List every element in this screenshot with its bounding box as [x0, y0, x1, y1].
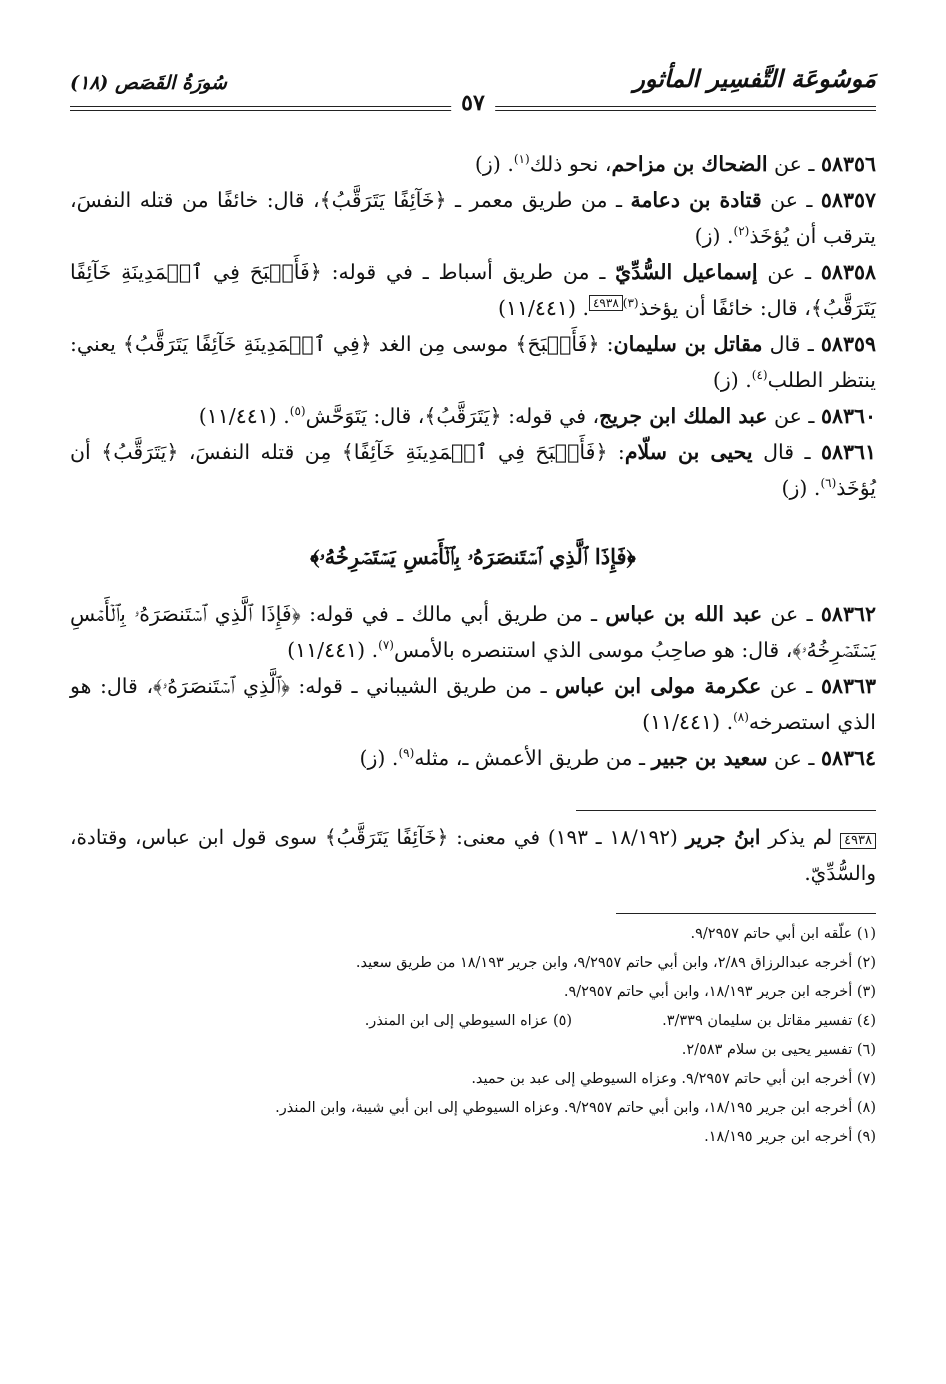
- note-author: ابنُ جرير: [685, 825, 761, 849]
- entry-text: ـ عن: [761, 188, 813, 212]
- footnote: (٢) أخرجه عبدالرزاق ٢/٨٩، وابن أبي حاتم ٩/٢٩٥٧، وابن جرير ١٨/١٩٣ من طريق سعيد.: [355, 955, 876, 971]
- entry-tail: . (ز): [781, 476, 821, 500]
- footnote-ref: (٨): [733, 710, 749, 725]
- verse-heading: ﴿فَإِذَا ٱلَّذِي ٱسۡتَنصَرَهُۥ بِٱلۡأَمۡسِ يَسۡتَصۡرِخُهُۥ﴾: [310, 544, 636, 569]
- footnotes: [70, 920, 876, 1152]
- entry-text: ـ من طريق أبي مالك ـ في قوله: ﴿فَإِذَا ٱلَّذِي ٱسۡتَنصَرَهُۥ بِٱلۡأَمۡسِ يَسۡتَصۡرِخُهُۥ﴾، قال: هو صاحِبُ موسى الذي استنصره بالأمس: [70, 602, 876, 662]
- page-number: ٥٧: [451, 90, 495, 116]
- entry-author: مقاتل بن سليمان: [613, 332, 763, 356]
- footnote: (٩) أخرجه ابن جرير ١٨/١٩٥.: [704, 1129, 876, 1145]
- footnote: (٦) تفسير يحيى بن سلام ٢/٥٨٣.: [681, 1042, 876, 1058]
- entry-text: ـ قال: [752, 440, 811, 464]
- entry-tail: . (ز): [712, 368, 752, 392]
- entry-author: قتادة بن دعامة: [630, 188, 762, 212]
- note-rule: [576, 810, 876, 811]
- entry: [70, 740, 876, 776]
- entries-block-b: [70, 596, 876, 776]
- entry-number: ٥٨٣٦١: [820, 440, 876, 464]
- book-title: مَوسُوعَة التَّفسِير المأثور: [633, 64, 876, 93]
- entry-text: ـ من طريق أسباط ـ في قوله: ﴿فَأَصۡبَحَ فِي ٱلۡمَدِينَةِ خَآئِفًا يَتَرَقَّبُ﴾، قال: خائفًا أن يؤخذ: [70, 260, 876, 320]
- footnote: (٣) أخرجه ابن جرير ١٨/١٩٣، وابن أبي حاتم ٩/٢٩٥٧.: [563, 984, 876, 1000]
- entry-author: إسماعيل السُّدِّيّ: [615, 260, 758, 284]
- footnote-ref: (٦): [820, 476, 837, 491]
- entry-number: ٥٨٣٦٠: [820, 404, 876, 428]
- entry-author: عبد الملك ابن جريج: [599, 404, 768, 428]
- entry: [70, 434, 876, 506]
- entry: [70, 254, 876, 326]
- entry-text: ـ عن: [767, 152, 815, 176]
- entry-number: ٥٨٣٦٤: [820, 746, 876, 770]
- note-rest: (١٨/١٩٢ ـ ١٩٣) في معنى: ﴿خَآئِفًا يَتَرَقَّبُ﴾ سوى قول ابن عباس، وقتادة، والسُّدِّيّ.: [70, 825, 876, 885]
- entry-number: ٥٨٣٦٢: [820, 602, 876, 626]
- entry-author: عكرمة مولى ابن عباس: [555, 674, 762, 698]
- entry-tail: . (ز): [474, 152, 514, 176]
- commentary-note: [70, 810, 876, 891]
- page: [70, 60, 876, 1384]
- comment-ref-box: ٤٩٣٨: [840, 833, 876, 849]
- entry-text: ـ عن: [761, 674, 813, 698]
- entry-number: ٥٨٣٥٩: [820, 332, 876, 356]
- footnote-pair: [70, 1007, 876, 1036]
- entry-tail: . (١١/٤٤١): [642, 710, 734, 734]
- entry: [70, 398, 876, 434]
- entry-text: : ﴿فَأَصۡبَحَ﴾ موسى مِن الغد ﴿فِي ٱلۡمَدِينَةِ خَآئِفًا يَتَرَقَّبُ﴾ يعني: ينتظر الطلب: [70, 332, 876, 392]
- page-header: [70, 60, 876, 120]
- footnote-ref: (٢): [733, 224, 750, 239]
- note-pre: لم يذكر: [760, 825, 841, 849]
- footnote-ref: (٤): [751, 368, 768, 383]
- entry-tail: . (١١/٤٤١): [497, 296, 589, 320]
- entry-number: ٥٨٣٦٣: [820, 674, 876, 698]
- entry-text: : ﴿فَأَصۡبَحَ فِي ٱلۡمَدِينَةِ خَآئِفًا﴾ مِن قتله النفسَ، ﴿يَتَرَقَّبُ﴾ أن يُؤخَذ: [70, 440, 876, 500]
- entry-author: سعيد بن جبير: [651, 746, 768, 770]
- entry-tail: . (ز): [694, 224, 734, 248]
- footnote-ref: (١): [513, 152, 530, 167]
- entry-text: ـ من طريق الشيباني ـ قوله: ﴿ٱلَّذِي ٱسۡتَنصَرَهُۥ﴾، قال: هو الذي استصرخه: [70, 674, 876, 734]
- entry-text: ـ من طريق معمر ـ ﴿خَآئِفًا يَتَرَقَّبُ﴾، قال: خائفًا من قتله النفسَ، يترقب أن يُؤخَذ: [70, 188, 876, 248]
- entry-number: ٥٨٣٥٧: [820, 188, 876, 212]
- footnote-ref: (٣): [622, 296, 639, 311]
- note-text: [70, 819, 876, 891]
- footnote: (٧) أخرجه ابن أبي حاتم ٩/٢٩٥٧. وعزاه السيوطي إلى عبد بن حميد.: [471, 1071, 876, 1087]
- entry-number: ٥٨٣٥٨: [820, 260, 876, 284]
- entry-text: ـ عن: [767, 404, 815, 428]
- entry: [70, 146, 876, 182]
- entry-text: ـ عن: [762, 602, 813, 626]
- entry-tail: . (١١/٤٤١): [287, 638, 379, 662]
- footnote: (٥) عزاه السيوطي إلى ابن المنذر.: [364, 1013, 573, 1029]
- entry-tail: . (١١/٤٤١): [198, 404, 290, 428]
- entry: [70, 668, 876, 740]
- footnote-ref: (٩): [398, 746, 415, 761]
- entries-block-a: [70, 146, 876, 506]
- footnote: (٤) تفسير مقاتل بن سليمان ٣/٣٣٩.: [662, 1013, 876, 1029]
- entry-text: ، نحو ذلك: [529, 152, 612, 176]
- entry-text: ـ عن: [757, 260, 812, 284]
- entry-author: الضحاك بن مزاحم: [611, 152, 768, 176]
- footnote-ref: (٧): [378, 638, 394, 653]
- comment-ref-box[interactable]: ٤٩٣٨: [589, 295, 623, 311]
- entry-author: عبد الله بن عباس: [605, 602, 763, 626]
- entry-text: ـ من طريق الأعمش ـ، مثله: [414, 746, 652, 770]
- entry-author: يحيى بن سلّام: [624, 440, 753, 464]
- footnote: (٨) أخرجه ابن جرير ١٨/١٩٥، وابن أبي حاتم ٩/٢٩٥٧. وعزاه السيوطي إلى ابن أبي شيبة، وابن المنذر.: [275, 1100, 876, 1116]
- footnote: (١) علّقه ابن أبي حاتم ٩/٢٩٥٧.: [690, 926, 876, 942]
- surah-title: سُورَةُ القَصَص (١٨): [70, 72, 227, 94]
- entry: [70, 182, 876, 254]
- entry-text: ، في قوله: ﴿يَتَرَقَّبُ﴾، قال: يَتَوَحَّش: [305, 404, 600, 428]
- footnotes-rule: [616, 913, 876, 914]
- entry-number: ٥٨٣٥٦: [820, 152, 876, 176]
- footnote-ref: (٥): [289, 404, 306, 419]
- entry: [70, 596, 876, 668]
- entry-text: ـ قال: [762, 332, 814, 356]
- entry-text: ـ عن: [767, 746, 815, 770]
- entry: [70, 326, 876, 398]
- entry-tail: . (ز): [359, 746, 399, 770]
